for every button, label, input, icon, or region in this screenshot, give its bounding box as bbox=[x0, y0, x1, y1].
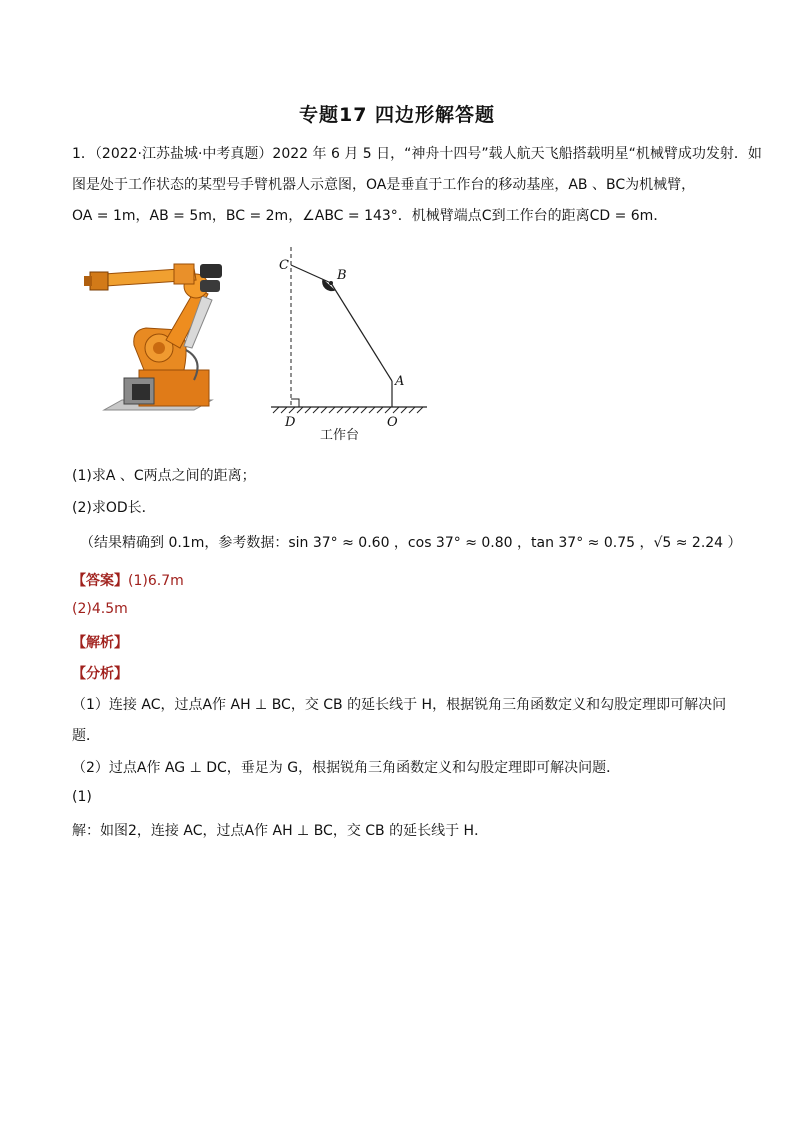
analysis-sub-label: 【分析】 bbox=[72, 666, 128, 682]
answer-2: (2)4.5m bbox=[72, 601, 128, 617]
label-d: D bbox=[285, 415, 296, 430]
question-line-3: OA = 1m，AB = 5m，BC = 2m，∠ABC = 143°．机械臂端点C到工作台的距离CD = 6m． bbox=[72, 208, 668, 224]
subquestion-2: (2)求OD长． bbox=[72, 500, 156, 516]
geometry-diagram bbox=[265, 245, 435, 445]
robot-arm-image bbox=[84, 250, 234, 430]
answer-label: 【答案】 bbox=[72, 573, 128, 589]
solution-text: 解：如图2，连接 AC，过点A作 AH ⊥ BC，交 CB 的延长线于 H． bbox=[72, 823, 489, 839]
answer-row bbox=[72, 570, 184, 590]
label-a: A bbox=[395, 374, 405, 389]
answer-1: (1)6.7m bbox=[128, 573, 184, 589]
solution-part-label: (1) bbox=[72, 789, 92, 805]
ground-hatching bbox=[273, 407, 423, 413]
analysis-paragraph-1-line-1: （1）连接 AC，过点A作 AH ⊥ BC，交 CB 的延长线于 H，根据锐角三角函数定义和勾股定理即可解决问 bbox=[72, 697, 727, 713]
question-line-1: 1．（2022·江苏盐城·中考真题）2022 年 6 月 5 日，“神舟十四号”载人航天飞船搭载明星“机械臂成功发射．如 bbox=[72, 146, 762, 162]
analysis-label: 【解析】 bbox=[72, 635, 128, 651]
segment-ba bbox=[331, 283, 392, 381]
right-angle-marker bbox=[291, 399, 299, 407]
label-o: O bbox=[387, 415, 398, 430]
subquestion-1: (1)求A 、C两点之间的距离； bbox=[72, 468, 256, 484]
label-c: C bbox=[279, 258, 289, 273]
diagram-caption: 工作台 bbox=[320, 428, 360, 443]
angle-marker-b bbox=[323, 279, 335, 291]
analysis-paragraph-2: （2）过点A作 AG ⊥ DC，垂足为 G，根据锐角三角函数定义和勾股定理即可解决问题． bbox=[72, 760, 621, 776]
label-b: B bbox=[337, 268, 347, 283]
analysis-paragraph-1-line-2: 题． bbox=[72, 728, 100, 744]
question-line-2: 图是处于工作状态的某型号手臂机器人示意图，OA是垂直于工作台的移动基座，AB 、BC为机械臂， bbox=[72, 177, 696, 193]
segment-cb bbox=[291, 265, 331, 283]
precision-note: （结果精确到 0.1m，参考数据：sin 37° ≈ 0.60 ，cos 37° ≈ 0.80 ，tan 37° ≈ 0.75 ，√5 ≈ 2.24 ） bbox=[80, 535, 742, 551]
page-title: 专题17 四边形解答题 bbox=[298, 104, 496, 126]
